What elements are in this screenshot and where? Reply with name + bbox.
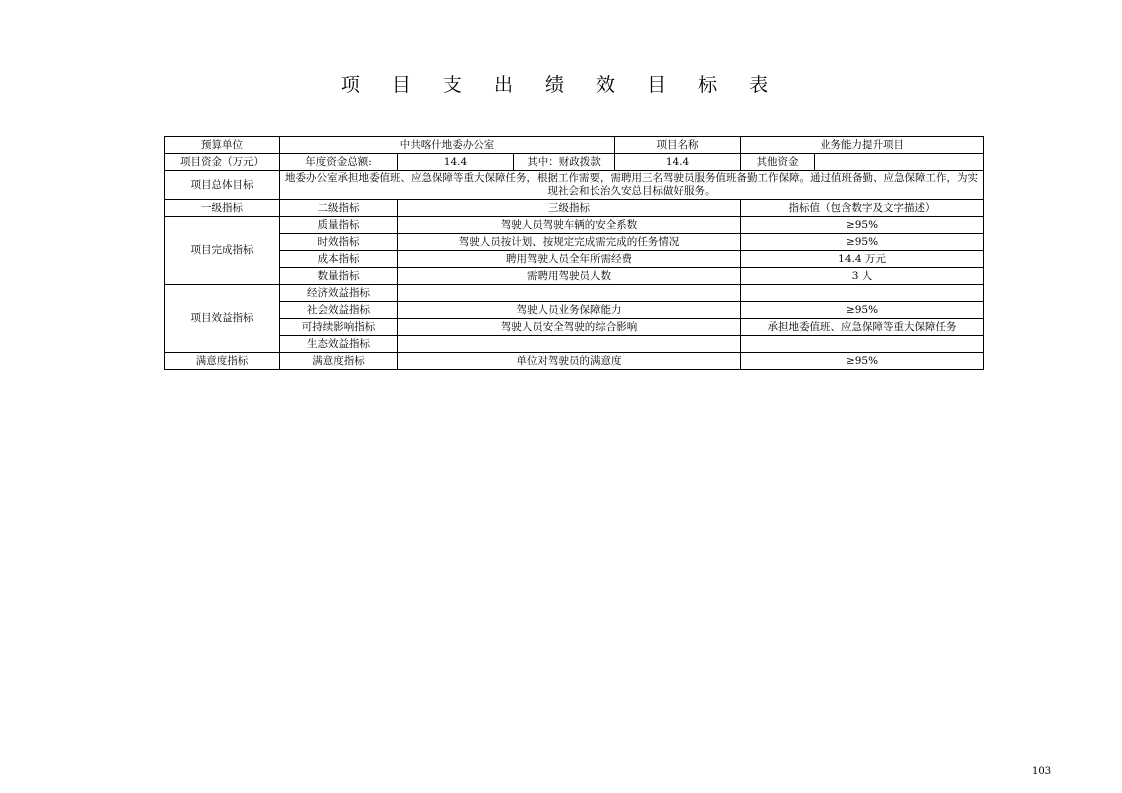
value-cell: 3 人	[741, 268, 984, 285]
completion-indicator-label: 项目完成指标	[165, 217, 280, 285]
value-cell: ≥95%	[741, 353, 984, 370]
value-cell: 承担地委值班、应急保障等重大保障任务	[741, 319, 984, 336]
value-cell: ≥95%	[741, 217, 984, 234]
level3-cell: 需聘用驾驶员人数	[398, 268, 741, 285]
header-level2: 二级指标	[280, 200, 398, 217]
budget-unit-value: 中共喀什地委办公室	[280, 137, 615, 154]
level3-cell: 驾驶人员业务保障能力	[398, 302, 741, 319]
page-title: 项 目 支 出 绩 效 目 标 表	[340, 74, 782, 96]
table-row	[165, 217, 984, 234]
table-row	[165, 336, 984, 353]
level3-cell: 单位对驾驶员的满意度	[398, 353, 741, 370]
level2-cell: 时效指标	[280, 234, 398, 251]
level3-cell: 驾驶人员驾驶车辆的安全系数	[398, 217, 741, 234]
overall-goal-row	[165, 171, 984, 200]
header-level3: 三级指标	[398, 200, 741, 217]
benefit-indicator-label: 项目效益指标	[165, 285, 280, 353]
page-number: 103	[1032, 766, 1052, 777]
table-row	[165, 234, 984, 251]
level3-cell: 聘用驾驶人员全年所需经费	[398, 251, 741, 268]
other-funds-label: 其他资金	[741, 154, 815, 171]
annual-total-value: 14.4	[398, 154, 514, 171]
funds-row	[165, 154, 984, 171]
overall-goal-text: 地委办公室承担地委值班、应急保障等重大保障任务，根据工作需要，需聘用三名驾驶员服务值班备勤工作保障。通过值班备勤、应急保障工作，为实现社会和长治久安总目标做好服务。	[280, 171, 984, 200]
table-row	[165, 319, 984, 336]
table-row	[165, 285, 984, 302]
performance-target-table	[164, 136, 984, 370]
indicator-header-row	[165, 200, 984, 217]
level2-cell: 数量指标	[280, 268, 398, 285]
table-row	[165, 251, 984, 268]
header-value: 指标值（包含数字及文字描述）	[741, 200, 984, 217]
satisfaction-indicator-label: 满意度指标	[165, 353, 280, 370]
level2-cell: 质量指标	[280, 217, 398, 234]
project-name-label: 项目名称	[615, 137, 741, 154]
budget-unit-row	[165, 137, 984, 154]
fiscal-label: 其中：财政拨款	[514, 154, 615, 171]
value-cell: ≥95%	[741, 234, 984, 251]
annual-total-label: 年度资金总额:	[280, 154, 398, 171]
table-row	[165, 302, 984, 319]
level2-cell: 满意度指标	[280, 353, 398, 370]
project-name-value: 业务能力提升项目	[741, 137, 984, 154]
value-cell	[741, 285, 984, 302]
overall-goal-label: 项目总体目标	[165, 171, 280, 200]
level3-cell	[398, 285, 741, 302]
level3-cell	[398, 336, 741, 353]
level2-cell: 经济效益指标	[280, 285, 398, 302]
value-cell	[741, 336, 984, 353]
level2-cell: 成本指标	[280, 251, 398, 268]
funds-label: 项目资金（万元）	[165, 154, 280, 171]
value-cell: ≥95%	[741, 302, 984, 319]
table-row	[165, 268, 984, 285]
header-level1: 一级指标	[165, 200, 280, 217]
budget-unit-label: 预算单位	[165, 137, 280, 154]
level3-cell: 驾驶人员按计划、按规定完成需完成的任务情况	[398, 234, 741, 251]
level2-cell: 社会效益指标	[280, 302, 398, 319]
value-cell: 14.4 万元	[741, 251, 984, 268]
level3-cell: 驾驶人员安全驾驶的综合影响	[398, 319, 741, 336]
fiscal-value: 14.4	[615, 154, 741, 171]
level2-cell: 可持续影响指标	[280, 319, 398, 336]
table-row	[165, 353, 984, 370]
level2-cell: 生态效益指标	[280, 336, 398, 353]
other-funds-value	[815, 154, 984, 171]
